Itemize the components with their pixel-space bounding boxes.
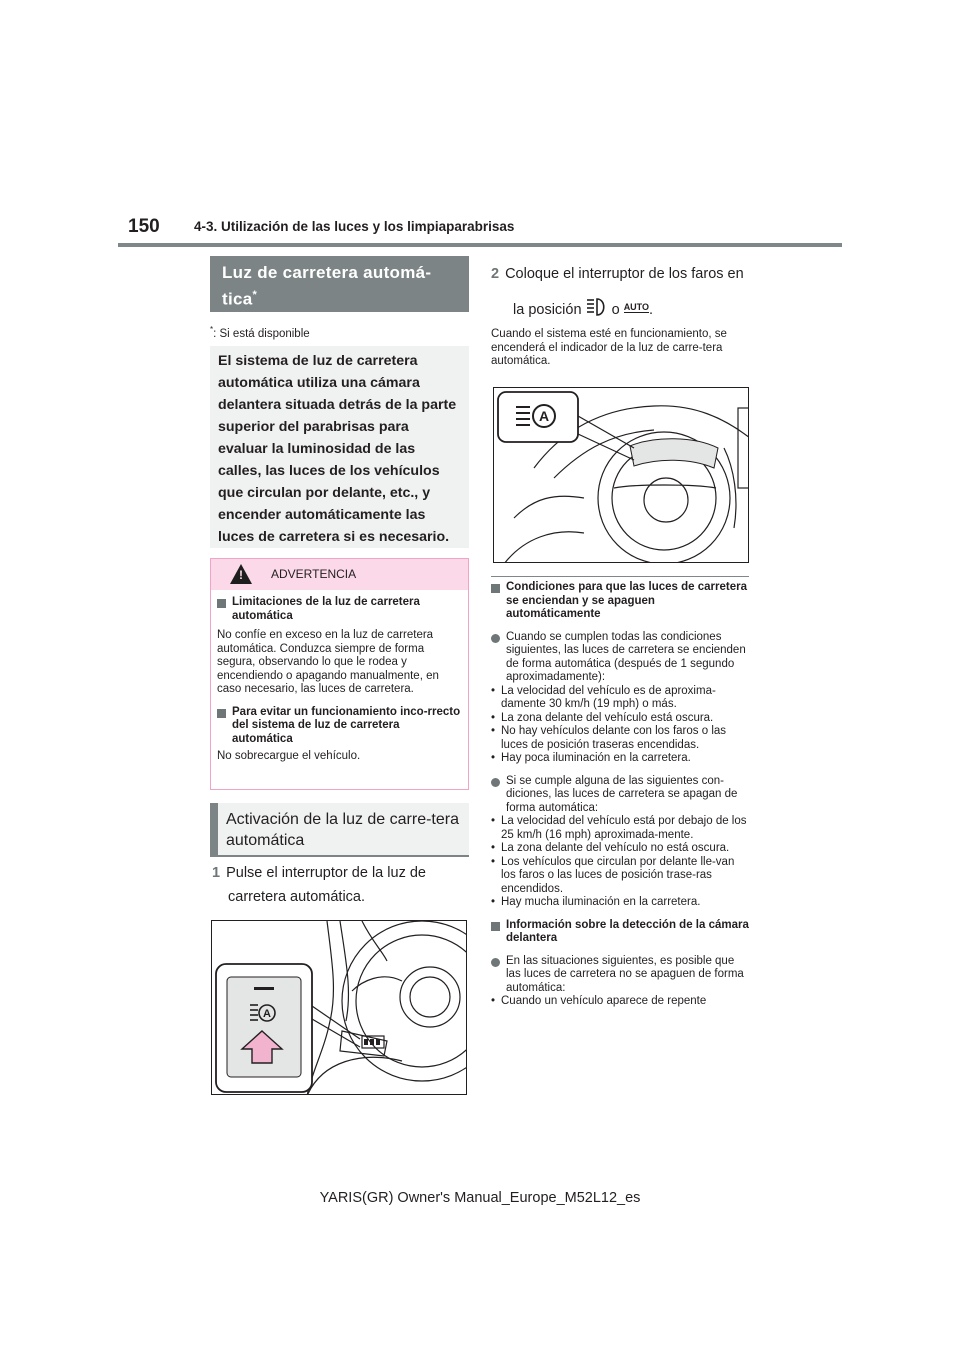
switch-illustration-drawing <box>212 921 467 1095</box>
off-bullets <box>491 815 749 910</box>
footnote-mark: * <box>210 325 214 334</box>
warning-item1-text: No confíe en exceso en la luz de carretera automática. Conduzca siempre de forma segura, observando lo que le rodea y encendiendo o apagando manualmente, en caso necesario, las luces de carretera. <box>217 629 439 695</box>
footnote <box>210 325 310 340</box>
step-2-text: Coloque el interruptor de los faros en la posición <box>505 266 744 318</box>
heading-activation <box>210 803 469 857</box>
step-2-number: 2 <box>491 266 500 282</box>
list-item: • La velocidad del vehículo está por debajo de los 25 km/h (16 mph) aproximada-mente. <box>491 815 749 842</box>
section-title: 4-3. Utilización de las luces y los limpiaparabrisas <box>194 219 515 234</box>
intro-paragraph: Cuando el sistema esté en funcionamiento, se encenderá el indicador de la luz de carre-tera automática. <box>491 328 727 367</box>
conditions-rule <box>491 576 749 577</box>
auto-symbol: AUTO <box>623 302 650 312</box>
footer: YARIS(GR) Owner's Manual_Europe_M52L12_es <box>319 1190 641 1206</box>
conditions-on: Cuando se cumplen todas las condiciones siguientes, las luces de carretera se encienden de forma automática (después de 1 segundo aproximadamente): <box>491 631 749 685</box>
step-2-or: o <box>611 302 620 318</box>
indicator-illustration <box>493 387 749 563</box>
list-item: • La zona delante del vehículo está oscura. <box>491 712 749 726</box>
camera-bullets <box>491 995 749 1009</box>
conditions-off: Si se cumple alguna de las siguientes con-diciones, las luces de carretera se apagan de forma automática: <box>491 775 749 816</box>
conditions-title: Condiciones para que las luces de carretera se enciendan y se apaguen automáticamente <box>491 581 749 622</box>
warning-item1-title: Limitaciones de la luz de carretera automática <box>217 596 462 623</box>
on-bullets <box>491 685 749 766</box>
footnote-text: : Si está disponible <box>213 327 310 340</box>
summary-box <box>210 346 469 548</box>
warning-box <box>210 558 469 790</box>
svg-text:A: A <box>538 408 550 424</box>
warning-header <box>211 559 468 590</box>
camera-text: En las situaciones siguientes, es posible que las luces de carretera no se apaguen de forma automática: <box>491 955 749 996</box>
header-rule <box>118 243 842 247</box>
page-number: 150 <box>128 216 160 237</box>
list-item: • No hay vehículos delante con los faros o las luces de posición traseras encendidas. <box>491 725 749 752</box>
warning-item2-title: Para evitar un funcionamiento inco-rrecto del sistema de luz de carretera automática <box>217 706 462 747</box>
list-item: • La zona delante del vehículo no está oscura. <box>491 842 749 856</box>
step-1-text: Pulse el interruptor de la luz de carretera automática. <box>226 865 426 905</box>
indicator-illustration-drawing <box>494 388 749 563</box>
high-beam-symbol-icon <box>586 297 608 317</box>
list-item: • Hay poca iluminación en la carretera. <box>491 752 749 766</box>
list-item: • La velocidad del vehículo es de aproxima-damente 30 km/h (19 mph) o más. <box>491 685 749 712</box>
heading-auto-high-beam-text: Luz de carretera automá-tica <box>222 263 432 309</box>
switch-illustration <box>211 920 467 1095</box>
exclamation-icon: ! <box>239 568 243 582</box>
step-2-end: . <box>649 302 654 318</box>
list-item: • Hay mucha iluminación en la carretera. <box>491 896 749 910</box>
heading-activation-text: Activación de la luz de carre-tera automática <box>226 811 459 849</box>
list-item: • Cuando un vehículo aparece de repente <box>491 995 749 1009</box>
conditions-section <box>491 581 749 1009</box>
list-item: • Los vehículos que circulan por delante lle-van los faros o las luces de posición trase-ras encendidos. <box>491 856 749 897</box>
svg-text:A: A <box>263 1008 271 1020</box>
step-2 <box>491 258 749 327</box>
warning-title: ADVERTENCIA <box>271 567 357 581</box>
step-1-number: 1 <box>212 865 221 881</box>
step-1 <box>212 861 452 909</box>
heading-footnote-mark: * <box>252 289 258 301</box>
warning-body <box>211 590 468 764</box>
summary-text: El sistema de luz de carretera automática utiliza una cámara delantera situada detrás de la parte superior del parabrisas para evaluar la luminosidad de las calles, las luces de los vehículos que circulan por delante, etc., y encender automáticamente las luces de carretera si es necesario. <box>218 353 457 545</box>
camera-title: Información sobre la detección de la cámara delantera <box>491 919 749 946</box>
heading-auto-high-beam <box>210 256 469 312</box>
warning-item2-text: No sobrecargue el vehículo. <box>217 750 361 762</box>
